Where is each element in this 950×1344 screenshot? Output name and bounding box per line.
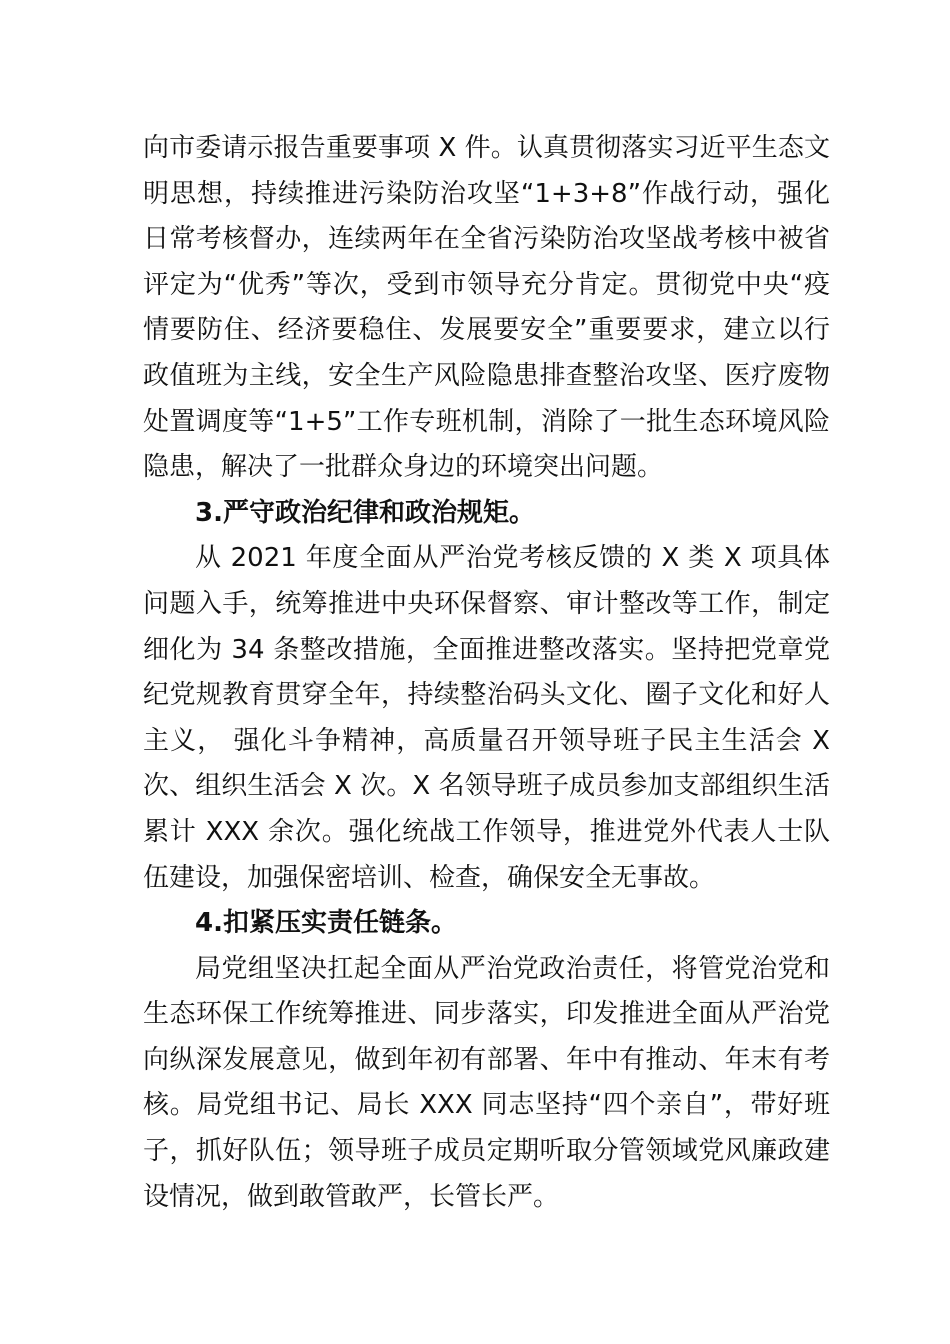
section-heading-4: 4.扣紧压实责任链条。 xyxy=(195,908,457,939)
section-heading-3: 3.严守政治纪律和政治规矩。 xyxy=(195,497,535,528)
document-page xyxy=(143,126,830,1220)
paragraph-section-4: 局党组坚决扛起全面从严治党政治责任，将管党治党和生态环保工作统筹推进、同步落实，印发推进全面从严治党向纵深发展意见，做到年初有部署、年中有推动、年末有考核。局党组书记、局长 XXX 同志坚持“四个亲自”，带好班子，抓好队伍；领导班子成员定期听取分管领域党风廉政建设情况，做到敢管敢严，长管长严。 xyxy=(143,953,830,1212)
paragraph-continued: 向市委请示报告重要事项 X 件。认真贯彻落实习近平生态文明思想，持续推进污染防治攻坚“1+3+8”作战行动，强化日常考核督办，连续两年在全省污染防治攻坚战考核中被省评定为“优秀”等次，受到市领导充分肯定。贯彻党中央“疫情要防住、经济要稳住、发展要安全”重要要求，建立以行政值班为主线，安全生产风险隐患排查整治攻坚、医疗废物处置调度等“1+5”工作专班机制，消除了一批生态环境风险隐患，解决了一批群众身边的环境突出问题。 xyxy=(143,133,830,483)
paragraph-section-3: 从 2021 年度全面从严治党考核反馈的 X 类 X 项具体问题入手，统筹推进中央环保督察、审计整改等工作，制定细化为 34 条整改措施，全面推进整改落实。坚持把党章党纪党规教育贯穿全年，持续整治码头文化、圈子文化和好人主义， 强化斗争精神，高质量召开领导班子民主生活会 X 次、组织生活会 X 次。X 名领导班子成员参加支部组织生活累计 XXX 余次。强化统战工作领导，推进党外代表人士队伍建设，加强保密培训、检查，确保安全无事故。 xyxy=(143,543,830,893)
